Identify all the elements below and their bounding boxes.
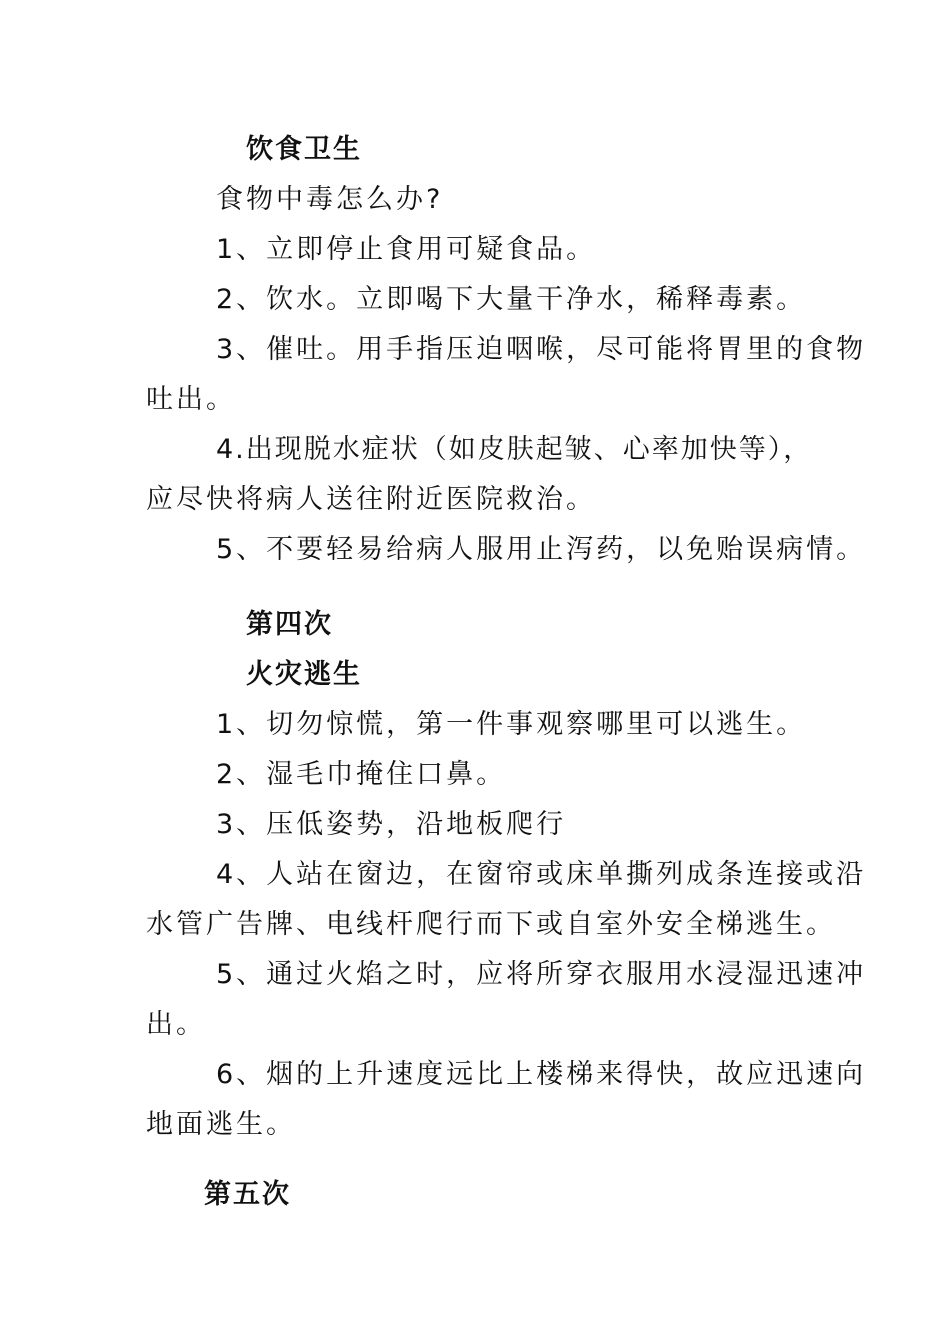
section-heading-food-hygiene: 饮食卫生 xyxy=(246,134,362,165)
fire-item-6: 6、烟的上升速度远比上楼梯来得快，故应迅速向 xyxy=(216,1059,867,1090)
fire-item-4-cont: 水管广告牌、电线杆爬行而下或自室外安全梯逃生。 xyxy=(146,909,836,940)
food-item-3: 3、催吐。用手指压迫咽喉，尽可能将胃里的食物 xyxy=(216,334,867,365)
session-label-fifth: 第五次 xyxy=(204,1179,291,1210)
food-item-5: 5、不要轻易给病人服用止泻药，以免贻误病情。 xyxy=(216,534,867,565)
food-item-4-cont: 应尽快将病人送往附近医院救治。 xyxy=(146,484,596,515)
fire-item-2: 2、湿毛巾掩住口鼻。 xyxy=(216,759,507,790)
fire-item-5-cont: 出。 xyxy=(146,1009,206,1040)
food-item-4: 4.出现脱水症状（如皮肤起皱、心率加快等）， xyxy=(216,434,813,465)
section-heading-fire-escape: 火灾逃生 xyxy=(246,659,362,690)
session-label-fourth: 第四次 xyxy=(246,609,333,640)
fire-item-3: 3、压低姿势，沿地板爬行 xyxy=(216,809,567,840)
fire-item-5: 5、通过火焰之时，应将所穿衣服用水浸湿迅速冲 xyxy=(216,959,867,990)
food-item-1: 1、立即停止食用可疑食品。 xyxy=(216,234,597,265)
fire-item-4: 4、人站在窗边，在窗帘或床单撕列成条连接或沿 xyxy=(216,859,867,890)
food-item-3-cont: 吐出。 xyxy=(146,384,236,415)
fire-item-6-cont: 地面逃生。 xyxy=(146,1109,296,1140)
question-food-poisoning: 食物中毒怎么办? xyxy=(216,184,444,215)
food-item-2: 2、饮水。立即喝下大量干净水，稀释毒素。 xyxy=(216,284,807,315)
fire-item-1: 1、切勿惊慌，第一件事观察哪里可以逃生。 xyxy=(216,709,807,740)
